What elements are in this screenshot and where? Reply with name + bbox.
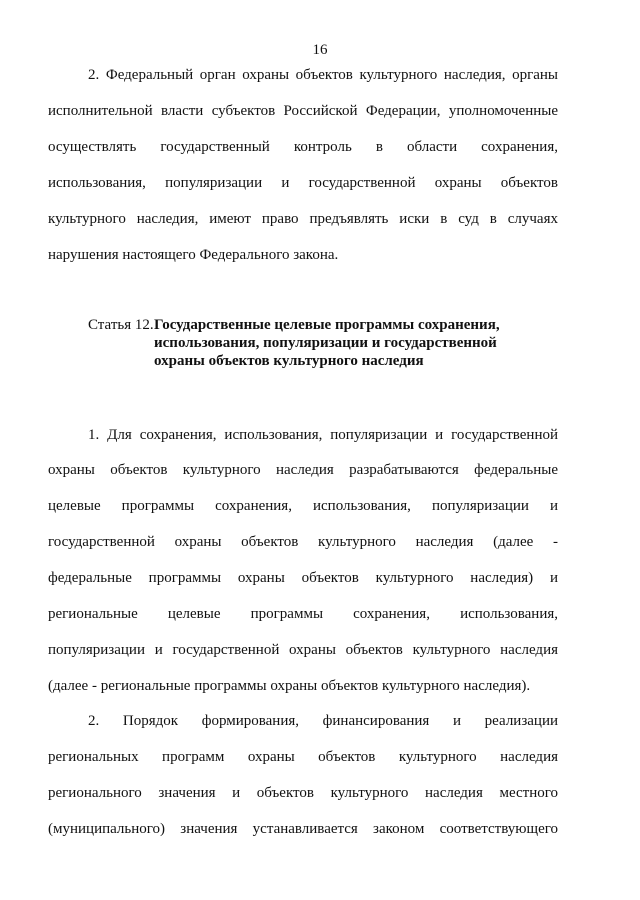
article-number: Статья 12. bbox=[88, 317, 154, 333]
paragraph-line: осуществлять государственный контроль в области сохранения, bbox=[48, 139, 558, 155]
paragraph-line: федеральные программы охраны объектов культурного наследия) и bbox=[48, 570, 558, 586]
article-title-line: использования, популяризации и государственной bbox=[154, 335, 497, 351]
paragraph-line: (муниципального) значения устанавливается законом соответствующего bbox=[48, 821, 558, 837]
paragraph-line: целевые программы сохранения, использования, популяризации и bbox=[48, 498, 558, 514]
paragraph-line: культурного наследия, имеют право предъявлять иски в суд в случаях bbox=[48, 211, 558, 227]
paragraph-line: охраны объектов культурного наследия разрабатываются федеральные bbox=[48, 462, 558, 478]
paragraph-line: использования, популяризации и государственной охраны объектов bbox=[48, 175, 558, 191]
article-title-line: Государственные целевые программы сохранения, bbox=[154, 317, 500, 333]
paragraph-line: региональные целевые программы сохранения, использования, bbox=[48, 606, 558, 622]
article-heading bbox=[88, 316, 500, 370]
paragraph-line: популяризации и государственной охраны объектов культурного наследия bbox=[48, 642, 558, 658]
paragraph-line: регионального значения и объектов культурного наследия местного bbox=[48, 785, 558, 801]
paragraph-line: (далее - региональные программы охраны объектов культурного наследия). bbox=[48, 678, 531, 694]
paragraph-line: государственной охраны объектов культурного наследия (далее - bbox=[48, 534, 558, 550]
paragraph-line: региональных программ охраны объектов культурного наследия bbox=[48, 749, 558, 765]
page-number: 16 bbox=[312, 42, 328, 58]
paragraph-line: 1. Для сохранения, использования, популяризации и государственной bbox=[88, 427, 558, 443]
paragraph-line: нарушения настоящего Федерального закона. bbox=[48, 247, 339, 263]
paragraph-line: исполнительной власти субъектов Российской Федерации, уполномоченные bbox=[48, 103, 558, 119]
paragraph-line: 2. Федеральный орган охраны объектов культурного наследия, органы bbox=[88, 67, 558, 83]
article-title-line: охраны объектов культурного наследия bbox=[154, 353, 424, 369]
paragraph-line: 2. Порядок формирования, финансирования и реализации bbox=[88, 713, 558, 729]
